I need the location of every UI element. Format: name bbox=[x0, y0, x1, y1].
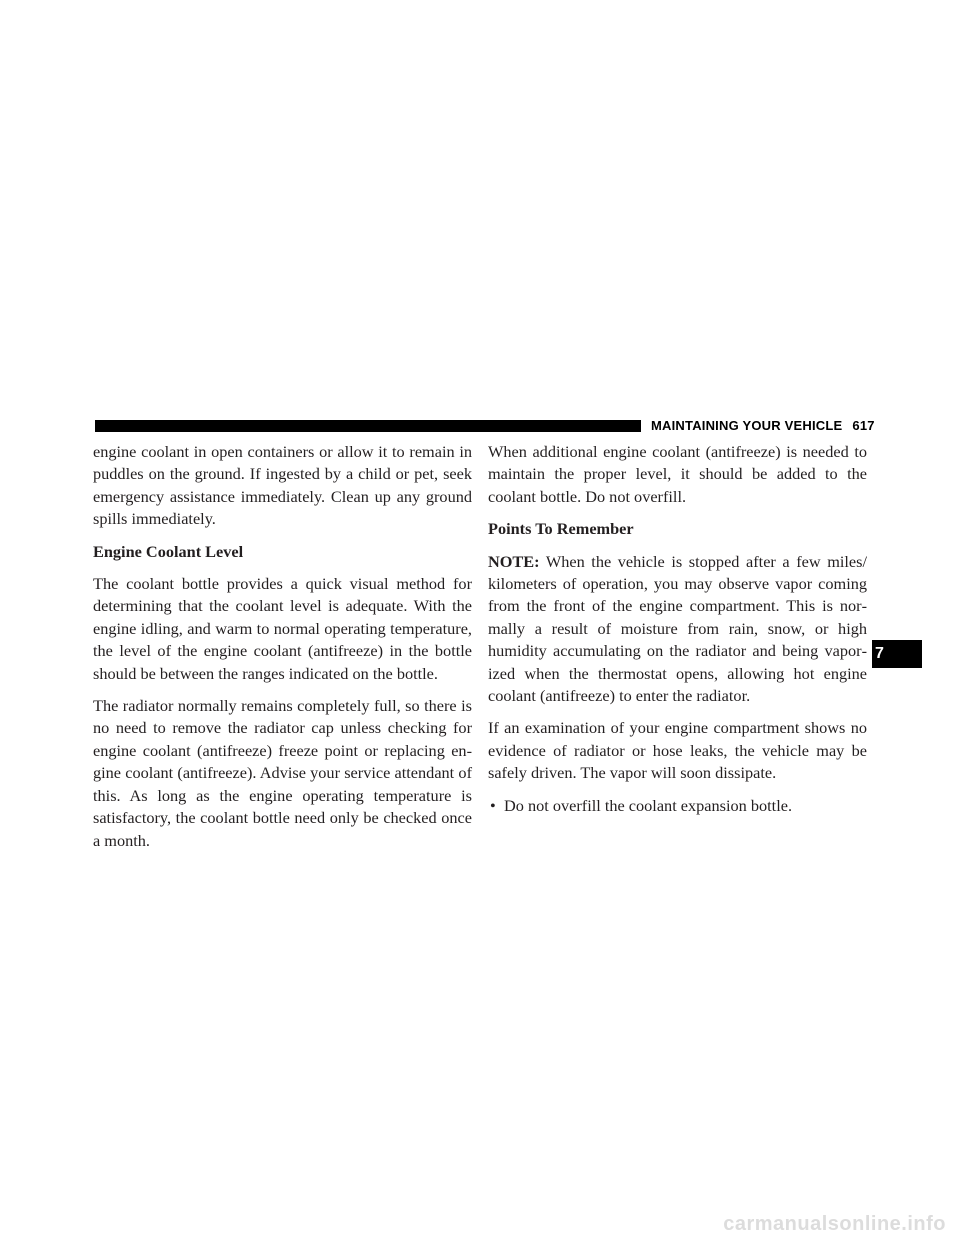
note-text: When the vehicle is stopped after a few miles/ kilometers of operation, you may observe vapor coming from the front of the engine compartment. This is normally a result of moisture from rain, snow, or high humidity accumulating on the radiator and being vaporized when the thermostat opens, allowing hot engine coolant (antifreeze) to enter the radiator. bbox=[488, 551, 867, 706]
section-title: MAINTAINING YOUR VEHICLE bbox=[651, 418, 843, 433]
note-label: NOTE: bbox=[488, 551, 540, 571]
watermark: carmanualsonline.info bbox=[723, 1213, 946, 1235]
paragraph-continued: engine coolant in open containers or allow it to remain in puddles on the ground. If ingested by a child or pet, seek emergency assistance immediately. Clean up any ground spills immediately. bbox=[93, 442, 472, 529]
bullet-icon: • bbox=[490, 795, 496, 815]
running-header bbox=[651, 418, 875, 433]
paragraph-coolant-bottle: The coolant bottle provides a quick visual method for determining that the coolant level is adequate. With the engine idling, and warm to normal operating temperature, the level of the engine coolant (antifreeze) in the bottle should be between the ranges indicated on the bottle. bbox=[93, 574, 472, 683]
note-paragraph bbox=[488, 551, 867, 708]
chapter-tab bbox=[872, 640, 922, 668]
page-number: 617 bbox=[852, 418, 875, 433]
left-column bbox=[93, 441, 472, 862]
bullet-list bbox=[488, 795, 867, 817]
paragraph-examination: If an examination of your engine compartment shows no evidence of radiator or hose leaks, the vehicle may be safely driven. The vapor will soon dissipate. bbox=[488, 718, 867, 783]
paragraph-additional-coolant: When additional engine coolant (antifreeze) is needed to maintain the proper level, it should be added to the coolant bottle. Do not overfill. bbox=[488, 442, 867, 506]
header-rule bbox=[95, 420, 641, 432]
paragraph-radiator: The radiator normally remains completely full, so there is no need to remove the radiator cap unless checking for engine coolant (antifreeze) freeze point or replacing engine coolant (antifreeze). Advise your service attendant of this. As long as the engine operating temperature is satisfactory, the coolant bottle need only be checked once a month. bbox=[93, 696, 472, 850]
heading-engine-coolant-level: Engine Coolant Level bbox=[93, 541, 244, 561]
heading-points-to-remember: Points To Remember bbox=[488, 519, 634, 539]
list-item bbox=[488, 795, 867, 817]
list-item-text: Do not overfill the coolant expansion bottle. bbox=[504, 795, 793, 815]
right-column bbox=[488, 441, 867, 817]
chapter-number: 7 bbox=[875, 645, 884, 662]
